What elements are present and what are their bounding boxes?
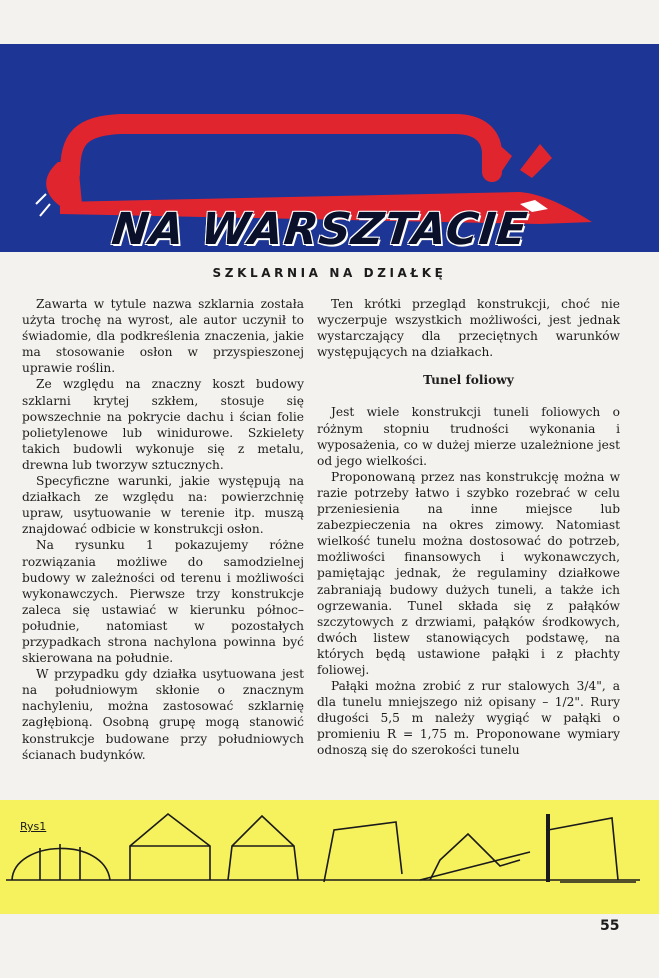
figure-rys1	[0, 800, 659, 914]
gable-greenhouse-icon	[130, 814, 210, 880]
paragraph: Ze względu na znaczny koszt budowy szklarni krytej szkłem, stosuje się powszechnie na pokrycie dachu i ścian folie polietylenowe lub winidurowe. Szkielety takich budowli wykonuje się z metalu, drewna lub tworzyw sztucznych.	[22, 377, 304, 472]
paragraph: Pałąki można zrobić z rur stalowych 3/4", a dla tunelu mniejszego niż opisany – 1/2". Rury długości 5,5 m należy wygiąć w pałąki o promieniu R = 1,75 m. Proponowane wymiary odnoszą się do szerokości tunelu	[317, 679, 620, 758]
paragraph: Zawarta w tytule nazwa szklarnia została użyta trochę na wyrost, ale autor uczynił to świadomie, dla podkreślenia znaczenia, jakie ma stosowanie osłon w przyspieszonej uprawie roślin.	[22, 297, 304, 376]
sunken-greenhouse-icon	[430, 834, 520, 880]
header-banner	[0, 44, 659, 255]
lean-to-greenhouse-icon	[324, 822, 402, 882]
paragraph: W przypadku gdy działka usytuowana jest na południowym skłonie o znacznym nachyleniu, można zastosować szklarnię zagłębioną. Osobną grupę mogą stanowić konstrukcje budowane przy południowych ścianach budynków.	[22, 667, 304, 762]
left-column	[22, 296, 304, 763]
greenhouse-sketches	[0, 800, 659, 914]
paragraph: Jest wiele konstrukcji tuneli foliowych o różnym stopniu trudności wykonania i wyposażenia, co w dużej mierze uzależnione jest od jego wielkości.	[317, 405, 620, 468]
banner-title: NA WARSZTACIE	[109, 204, 531, 255]
right-column	[317, 296, 620, 759]
saw-frame-icon	[70, 124, 492, 174]
wing-nut-icon-2	[520, 144, 552, 178]
subheading: Tunel foliowy	[423, 373, 514, 388]
figure-label: Rys1	[20, 820, 47, 833]
a-frame-greenhouse-icon	[228, 816, 298, 880]
wall-greenhouse-icon	[548, 818, 618, 880]
paragraph: Specyficzne warunki, jakie występują na działkach ze względu na: powierzchnię upraw, usytuowanie w terenie itp. muszą znajdować odbicie w konstrukcji osłon.	[22, 474, 304, 537]
saw-handle-icon	[46, 162, 82, 206]
tunnel-arch-icon	[12, 848, 110, 880]
paragraph: Proponowaną przez nas konstrukcję można w razie potrzeby łatwo i szybko rozebrać w celu przeniesienia na inne miejsce lub zabezpieczenia na okres zimowy. Natomiast wielkość tunelu można dostosować do potrzeb, możliwości finansowych i wykonawczych, pamiętając jednak, że regulaminy działkowe zabraniają budowy dużych tuneli, a także ich ogrzewania. Tunel składa się z pałąków szczytowych z drzwiami, pałąków środkowych, dwóch listew stanowiących podstawę, na których będą ustawione pałąki i z płachty foliowej.	[317, 469, 620, 677]
paragraph: Ten krótki przegląd konstrukcji, choć nie wyczerpuje wszystkich możliwości, jest jednak wystarczający dla przeciętnych warunków występujących na działkach.	[317, 297, 620, 360]
article-title: SZKLARNIA NA DZIAŁKĘ	[212, 266, 447, 280]
paragraph: Na rysunku 1 pokazujemy różne rozwiązania możliwe do samodzielnej budowy w zależności od terenu i możliwości wykonawczych. Pierwsze trzy konstrukcje zaleca się ustawiać w kierunku północ–południe, natomiast w pozostałych przypadkach strona nachylona powinna być skierowana na południe.	[22, 538, 304, 666]
page-number: 55	[600, 918, 620, 934]
